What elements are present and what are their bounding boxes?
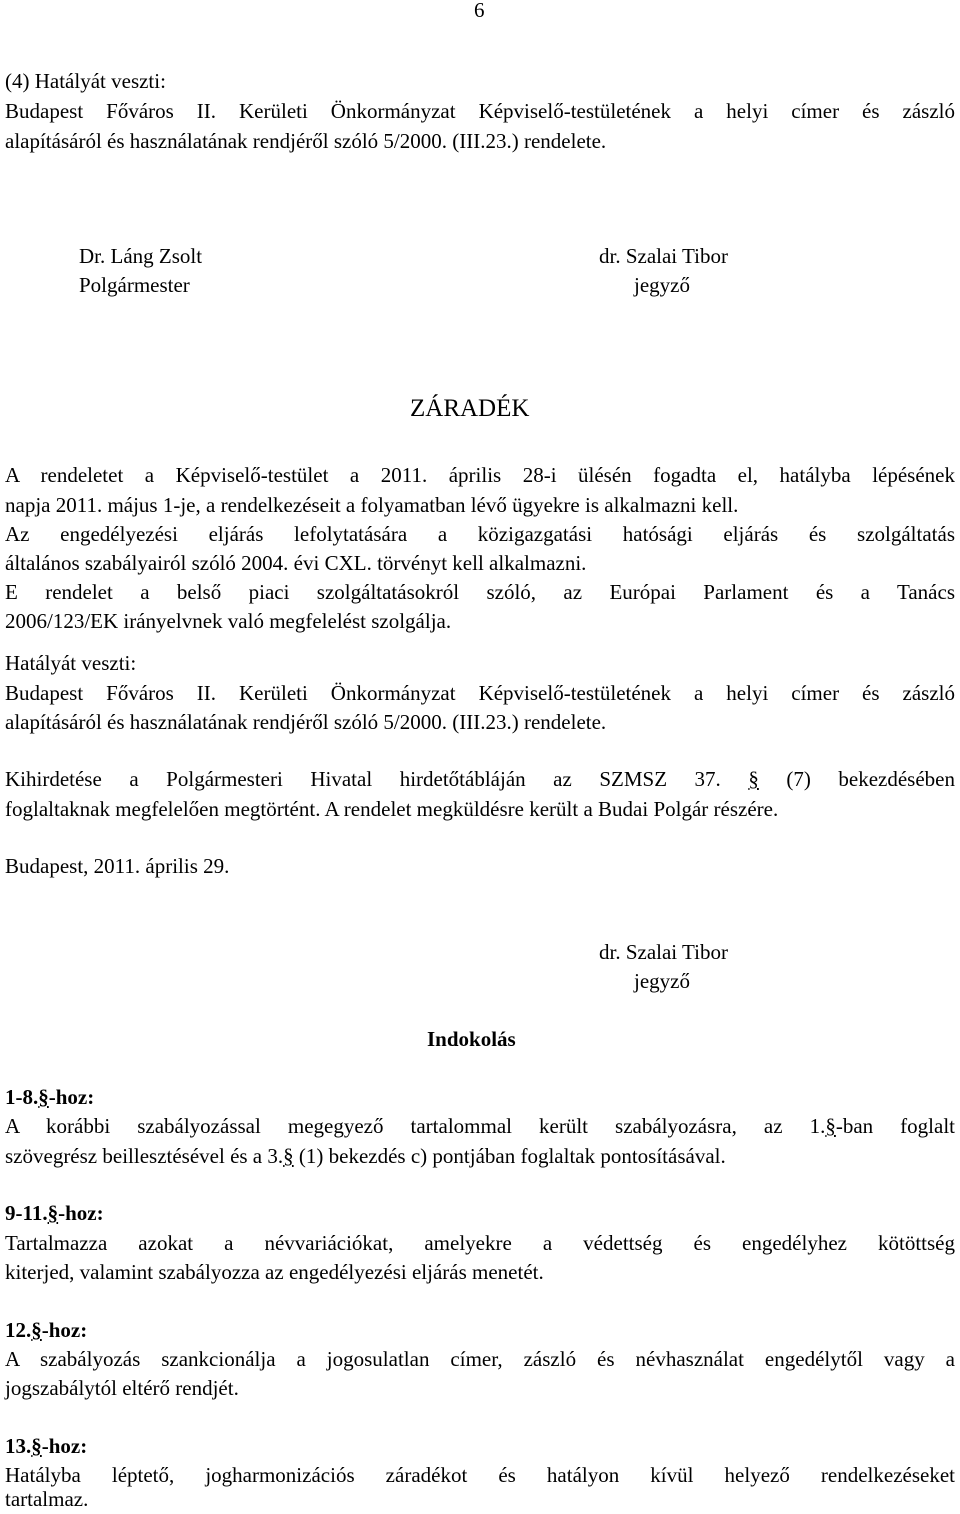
indokolas-section-text: Hatályba léptető, jogharmonizációs záradékot és hatályon kívül helyező rendelkezéseket <box>5 1463 955 1487</box>
section-symbol: § <box>283 1144 294 1168</box>
zaradek-line: A rendeletet a Képviselő-testület a 2011. április 28-i ülésén fogadta el, hatályba lépésének <box>5 463 955 487</box>
section-symbol: § <box>47 1201 59 1225</box>
section-text-a: A korábbi szabályozással megegyező tartalommal került szabályozásra, az 1. <box>5 1114 826 1138</box>
zaradek-line: napja 2011. május 1-je, a rendelkezéseit a folyamatban lévő ügyekre is alkalmazni kell. <box>5 493 739 517</box>
indokolas-section-text: jogszabálytól eltérő rendjét. <box>5 1376 239 1400</box>
indokolas-section-title <box>5 1083 955 1112</box>
section-text-b: -ban foglalt <box>835 1114 955 1138</box>
indokolas-section-title <box>5 1316 955 1345</box>
section4-line2: alapításáról és használatának rendjéről szóló 5/2000. (III.23.) rendelete. <box>5 129 607 153</box>
indokolas-section-title <box>5 1199 955 1228</box>
section-symbol: § <box>825 1114 836 1138</box>
zaradek-line: alapításáról és használatának rendjéről szóló 5/2000. (III.23.) rendelete. <box>5 710 607 734</box>
indokolas-section-text <box>5 1112 955 1141</box>
signature-right-name: dr. Szalai Tibor <box>599 244 728 268</box>
date-line: Budapest, 2011. április 29. <box>5 854 230 878</box>
zaradek-line: általános szabályairól szóló 2004. évi CXL. törvényt kell alkalmazni. <box>5 551 587 575</box>
zaradek-line: 2006/123/EK irányelvnek való megfelelést szolgálja. <box>5 609 452 633</box>
kihirdetes-text-b: (7) bekezdésében <box>786 767 955 791</box>
kihirdetes-text-a: Kihirdetése a Polgármesteri Hivatal hirdetőtábláján az SZMSZ 37. <box>5 767 721 791</box>
section-symbol: § <box>38 1085 49 1109</box>
indokolas-section-text: kiterjed, valamint szabályozza az engedélyezési eljárás menetét. <box>5 1260 544 1284</box>
zaradek-line: Budapest Főváros II. Kerületi Önkormányzat Képviselő-testületének a helyi címer és zászló <box>5 681 955 705</box>
indokolas-section-title <box>5 1432 955 1461</box>
indokolas-section-text <box>5 1142 955 1171</box>
section-suffix: -hoz: <box>58 1201 104 1225</box>
signature-right-title: jegyző <box>634 273 690 297</box>
section-suffix: -hoz: <box>41 1318 88 1342</box>
signature-bottom-title: jegyző <box>634 969 690 993</box>
section-suffix: -hoz: <box>41 1434 88 1458</box>
indokolas-section-text: Tartalmazza azokat a névvariációkat, amelyekre a védettség és engedélyhez kötöttség <box>5 1231 955 1255</box>
section-number: 13. <box>5 1434 32 1458</box>
kihirdetes-line2: foglaltaknak megfelelően megtörtént. A rendelet megküldésre került a Budai Polgár részére. <box>5 797 779 821</box>
section-suffix: -hoz: <box>48 1085 95 1109</box>
zaradek-line: Az engedélyezési eljárás lefolytatására a közigazgatási hatósági eljárás és szolgáltatás <box>5 522 955 546</box>
signature-left-title: Polgármester <box>79 273 190 297</box>
section4-line1: Budapest Főváros II. Kerületi Önkormányzat Képviselő-testületének a helyi címer és zászló <box>5 99 955 123</box>
section-text-a: szövegrész beillesztésével és a 3. <box>5 1144 284 1168</box>
indokolas-heading: Indokolás <box>427 1027 516 1051</box>
section-number: 9-11. <box>5 1201 48 1225</box>
section-symbol: § <box>31 1318 42 1342</box>
section-number: 12. <box>5 1318 32 1342</box>
kihirdetes-line1 <box>5 765 955 794</box>
section-number: 1-8. <box>5 1085 39 1109</box>
section-text-b: (1) bekezdés c) pontjában foglaltak pontosításával. <box>298 1144 726 1168</box>
zaradek-line: E rendelet a belső piaci szolgáltatásokról szóló, az Európai Parlament és a Tanács <box>5 580 955 604</box>
page-number: 6 <box>474 0 485 22</box>
zaradek-line: Hatályát veszti: <box>5 651 137 675</box>
zaradek-heading: ZÁRADÉK <box>410 395 530 422</box>
signature-left-name: Dr. Láng Zsolt <box>79 244 203 268</box>
section-symbol: § <box>31 1434 42 1458</box>
signature-bottom-name: dr. Szalai Tibor <box>599 940 728 964</box>
section-symbol: § <box>748 767 759 791</box>
indokolas-section-text: tartalmaz. <box>5 1487 89 1511</box>
section4-heading: (4) Hatályát veszti: <box>5 69 166 93</box>
indokolas-section-text: A szabályozás szankcionálja a jogosulatlan címer, zászló és névhasználat engedélytől vagy a <box>5 1347 955 1371</box>
